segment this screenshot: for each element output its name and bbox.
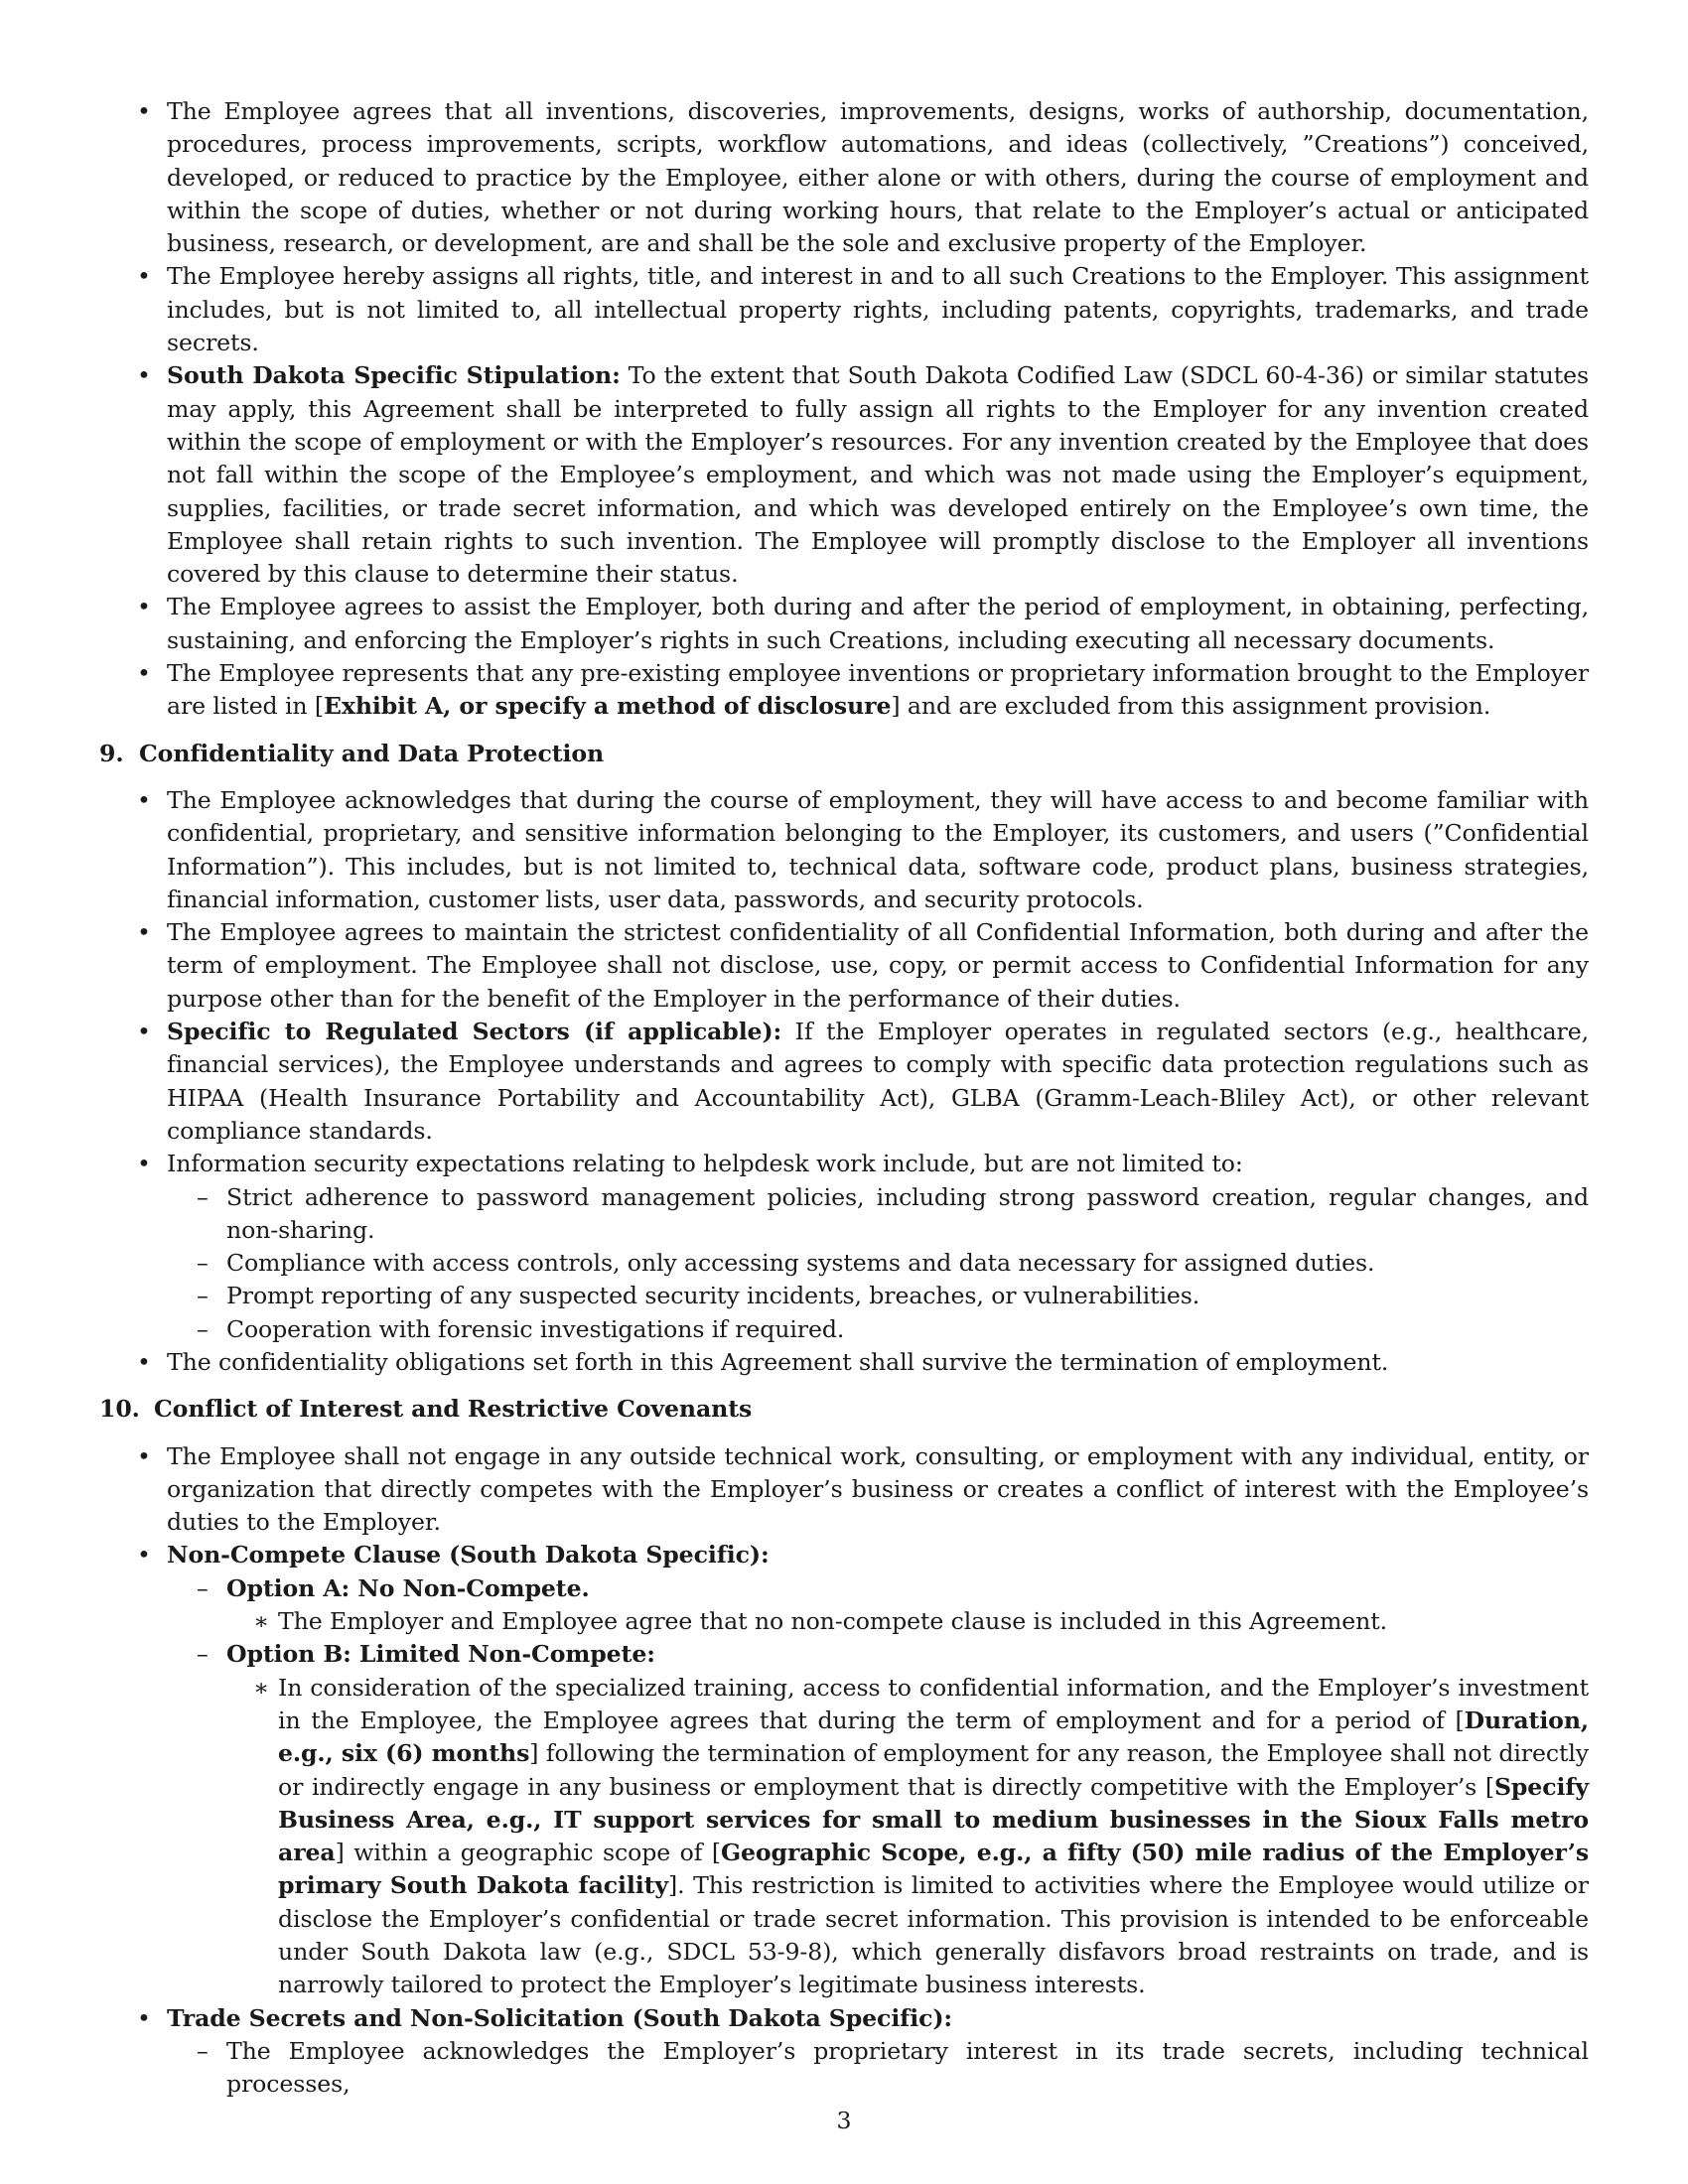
sublist-item: – Strict adherence to password management policies, including strong password creation, regular changes, and non-sharing. [167,1181,1589,1248]
option-b-details [246,1672,1589,2002]
list-item: • Information security expectations relating to helpdesk work include, but are not limited to: – Strict adherence to password management policies, including strong password creation, regular changes, and non-sharing. – Compliance with access controls, only accessing systems and data necessary for assigned duties. – Prompt reporting of any suspected security incidents, breaches, or vulnerabilities. – Cooperation with forensic investigations if required. [99,1148,1589,1346]
list-item: • The Employee agrees to maintain the strictest confidentiality of all Confidential Information, both during and after the term of employment. The Employee shall not disclose, use, copy, or permit access to Confidential Information for any purpose other than for the benefit of the Employer in the performance of their duties. [99,916,1589,1016]
sublist-item: – Prompt reporting of any suspected security incidents, breaches, or vulnerabilities. [167,1280,1589,1312]
section-9-heading: 9. Confidentiality and Data Protection [99,739,605,767]
list-item: • Non-Compete Clause (South Dakota Specific): – Option A: No Non-Compete. ∗ The Employer and Employee agree that no non-compete clause is included in this Agreement. – Option B: Limited Non-Compete: ∗ In consideration of the specialized training, access to confidential information, and the Employer’s investment in the Employee, the Employee agrees that during the term of employment and for a period of [Duration, e.g., six (6) months] following the termination of employment for any reason, the Employee shall not directly or indirectly engage in any business or employment that is directly competitive with the Employer’s [Specify Business Area, e.g., IT support services for small to medium businesses in the Sioux Falls metro area] within a geographic scope of [Geographic Scope, e.g., a fifty (50) mile radius of the Employer’s primary South Dakota facility]. This restriction is limited to activities where the Employee would utilize or disclose the Employer’s confidential or trade secret information. This provision is intended to be enforceable under South Dakota law (e.g., SDCL 53-9-8), which generally disfavors broad restraints on trade, and is narrowly tailored to protect the Employer’s legitimate business interests. [99,1539,1589,2001]
list-item: • The Employee acknowledges that during the course of employment, they will have access to and become familiar with confidential, proprietary, and sensitive information belonging to the Employer, its customers, and users (”Confidential Information”). This includes, but is not limited to, technical data, software code, product plans, business strategies, financial information, customer lists, user data, passwords, and security protocols. [99,784,1589,916]
page-number: 3 [836,2107,852,2134]
option-a: – Option A: No Non-Compete. ∗ The Employer and Employee agree that no non-compete clause is included in this Agreement. [167,1572,1589,1639]
list-item: • The Employee agrees that all inventions, discoveries, improvements, designs, works of authorship, documentation, procedures, process improvements, scripts, workflow automations, and ideas (collectively, ”Creations”) conceived, developed, or reduced to practice by the Employee, either alone or with others, during the course of employment and within the scope of duties, whether or not during working hours, that relate to the Employer’s actual or anticipated business, research, or development, are and shall be the sole and exclusive property of the Employer. [99,95,1589,260]
trade-secrets-sublist [199,2035,1589,2102]
section-8-list [99,95,1589,724]
infosec-sublist [199,1181,1589,1346]
detail-item: ∗ The Employer and Employee agree that no non-compete clause is included in this Agreement. [226,1605,1589,1638]
sd-stipulation-label: South Dakota Specific Stipulation: [167,361,621,390]
list-item: • The Employee agrees to assist the Employer, both during and after the period of employment, in obtaining, perfecting, sustaining, and enforcing the Employer’s rights in such Creations, including executing all necessary documents. [99,591,1589,657]
list-item: • South Dakota Specific Stipulation: To the extent that South Dakota Codified Law (SDCL 60-4-36) or similar statutes may apply, this Agreement shall be interpreted to fully assign all rights to the Employer for any invention created within the scope of employment or with the Employer’s resources. For any invention created by the Employee that does not fall within the scope of the Employee’s employment, and which was not made using the Employer’s equipment, supplies, facilities, or trade secret information, and which was developed entirely on the Employee’s own time, the Employee shall retain rights to such invention. The Employee will promptly disclose to the Employer all inventions covered by this clause to determine their status. [99,359,1589,591]
sublist-item: – The Employee acknowledges the Employer’s proprietary interest in its trade secrets, including technical processes, [167,2035,1589,2102]
list-item: • The Employee represents that any pre-existing employee inventions or proprietary information brought to the Employer are listed in [Exhibit A, or specify a method of disclosure] and are excluded from this assignment provision. [99,657,1589,724]
detail-item: ∗ In consideration of the specialized training, access to confidential information, and the Employer’s investment in the Employee, the Employee agrees that during the term of employment and for a period of [Duration, e.g., six (6) months] following the termination of employment for any reason, the Employee shall not directly or indirectly engage in any business or employment that is directly competitive with the Employer’s [Specify Business Area, e.g., IT support services for small to medium businesses in the Sioux Falls metro area] within a geographic scope of [Geographic Scope, e.g., a fifty (50) mile radius of the Employer’s primary South Dakota facility]. This restriction is limited to activities where the Employee would utilize or disclose the Employer’s confidential or trade secret information. This provision is intended to be enforceable under South Dakota law (e.g., SDCL 53-9-8), which generally disfavors broad restraints on trade, and is narrowly tailored to protect the Employer’s legitimate business interests. [226,1672,1589,2002]
sublist-item: – Compliance with access controls, only accessing systems and data necessary for assigned duties. [167,1247,1589,1280]
list-item: • Trade Secrets and Non-Solicitation (South Dakota Specific): – The Employee acknowledges the Employer’s proprietary interest in its trade secrets, including technical processes, [99,2002,1589,2102]
list-item: • Specific to Regulated Sectors (if applicable): If the Employer operates in regulated sectors (e.g., healthcare, financial services), the Employee understands and agrees to comply with specific data protection regulations such as HIPAA (Health Insurance Portability and Accountability Act), GLBA (Gramm-Leach-Bliley Act), or other relevant compliance standards. [99,1016,1589,1148]
option-a-details [246,1605,1589,1638]
document-body [99,95,1589,2102]
list-item: • The Employee hereby assigns all rights, title, and interest in and to all such Creations to the Employer. This assignment includes, but is not limited to, all intellectual property rights, including patents, copyrights, trademarks, and trade secrets. [99,260,1589,359]
section-9-list [99,784,1589,1379]
list-item: • The confidentiality obligations set forth in this Agreement shall survive the termination of employment. [99,1346,1589,1379]
section-10-heading: 10. Conflict of Interest and Restrictive Covenants [99,1395,753,1424]
option-b: – Option B: Limited Non-Compete: ∗ In consideration of the specialized training, access to confidential information, and the Employer’s investment in the Employee, the Employee agrees that during the term of employment and for a period of [Duration, e.g., six (6) months] following the termination of employment for any reason, the Employee shall not directly or indirectly engage in any business or employment that is directly competitive with the Employer’s [Specify Business Area, e.g., IT support services for small to medium businesses in the Sioux Falls metro area] within a geographic scope of [Geographic Scope, e.g., a fifty (50) mile radius of the Employer’s primary South Dakota facility]. This restriction is limited to activities where the Employee would utilize or disclose the Employer’s confidential or trade secret information. This provision is intended to be enforceable under South Dakota law (e.g., SDCL 53-9-8), which generally disfavors broad restraints on trade, and is narrowly tailored to protect the Employer’s legitimate business interests. [167,1638,1589,2001]
list-item: • The Employee shall not engage in any outside technical work, consulting, or employment with any individual, entity, or organization that directly competes with the Employer’s business or creates a conflict of interest with the Employee’s duties to the Employer. [99,1440,1589,1540]
sublist-item: – Cooperation with forensic investigations if required. [167,1313,1589,1346]
section-10-list [99,1440,1589,2102]
noncompete-options [199,1572,1589,2002]
